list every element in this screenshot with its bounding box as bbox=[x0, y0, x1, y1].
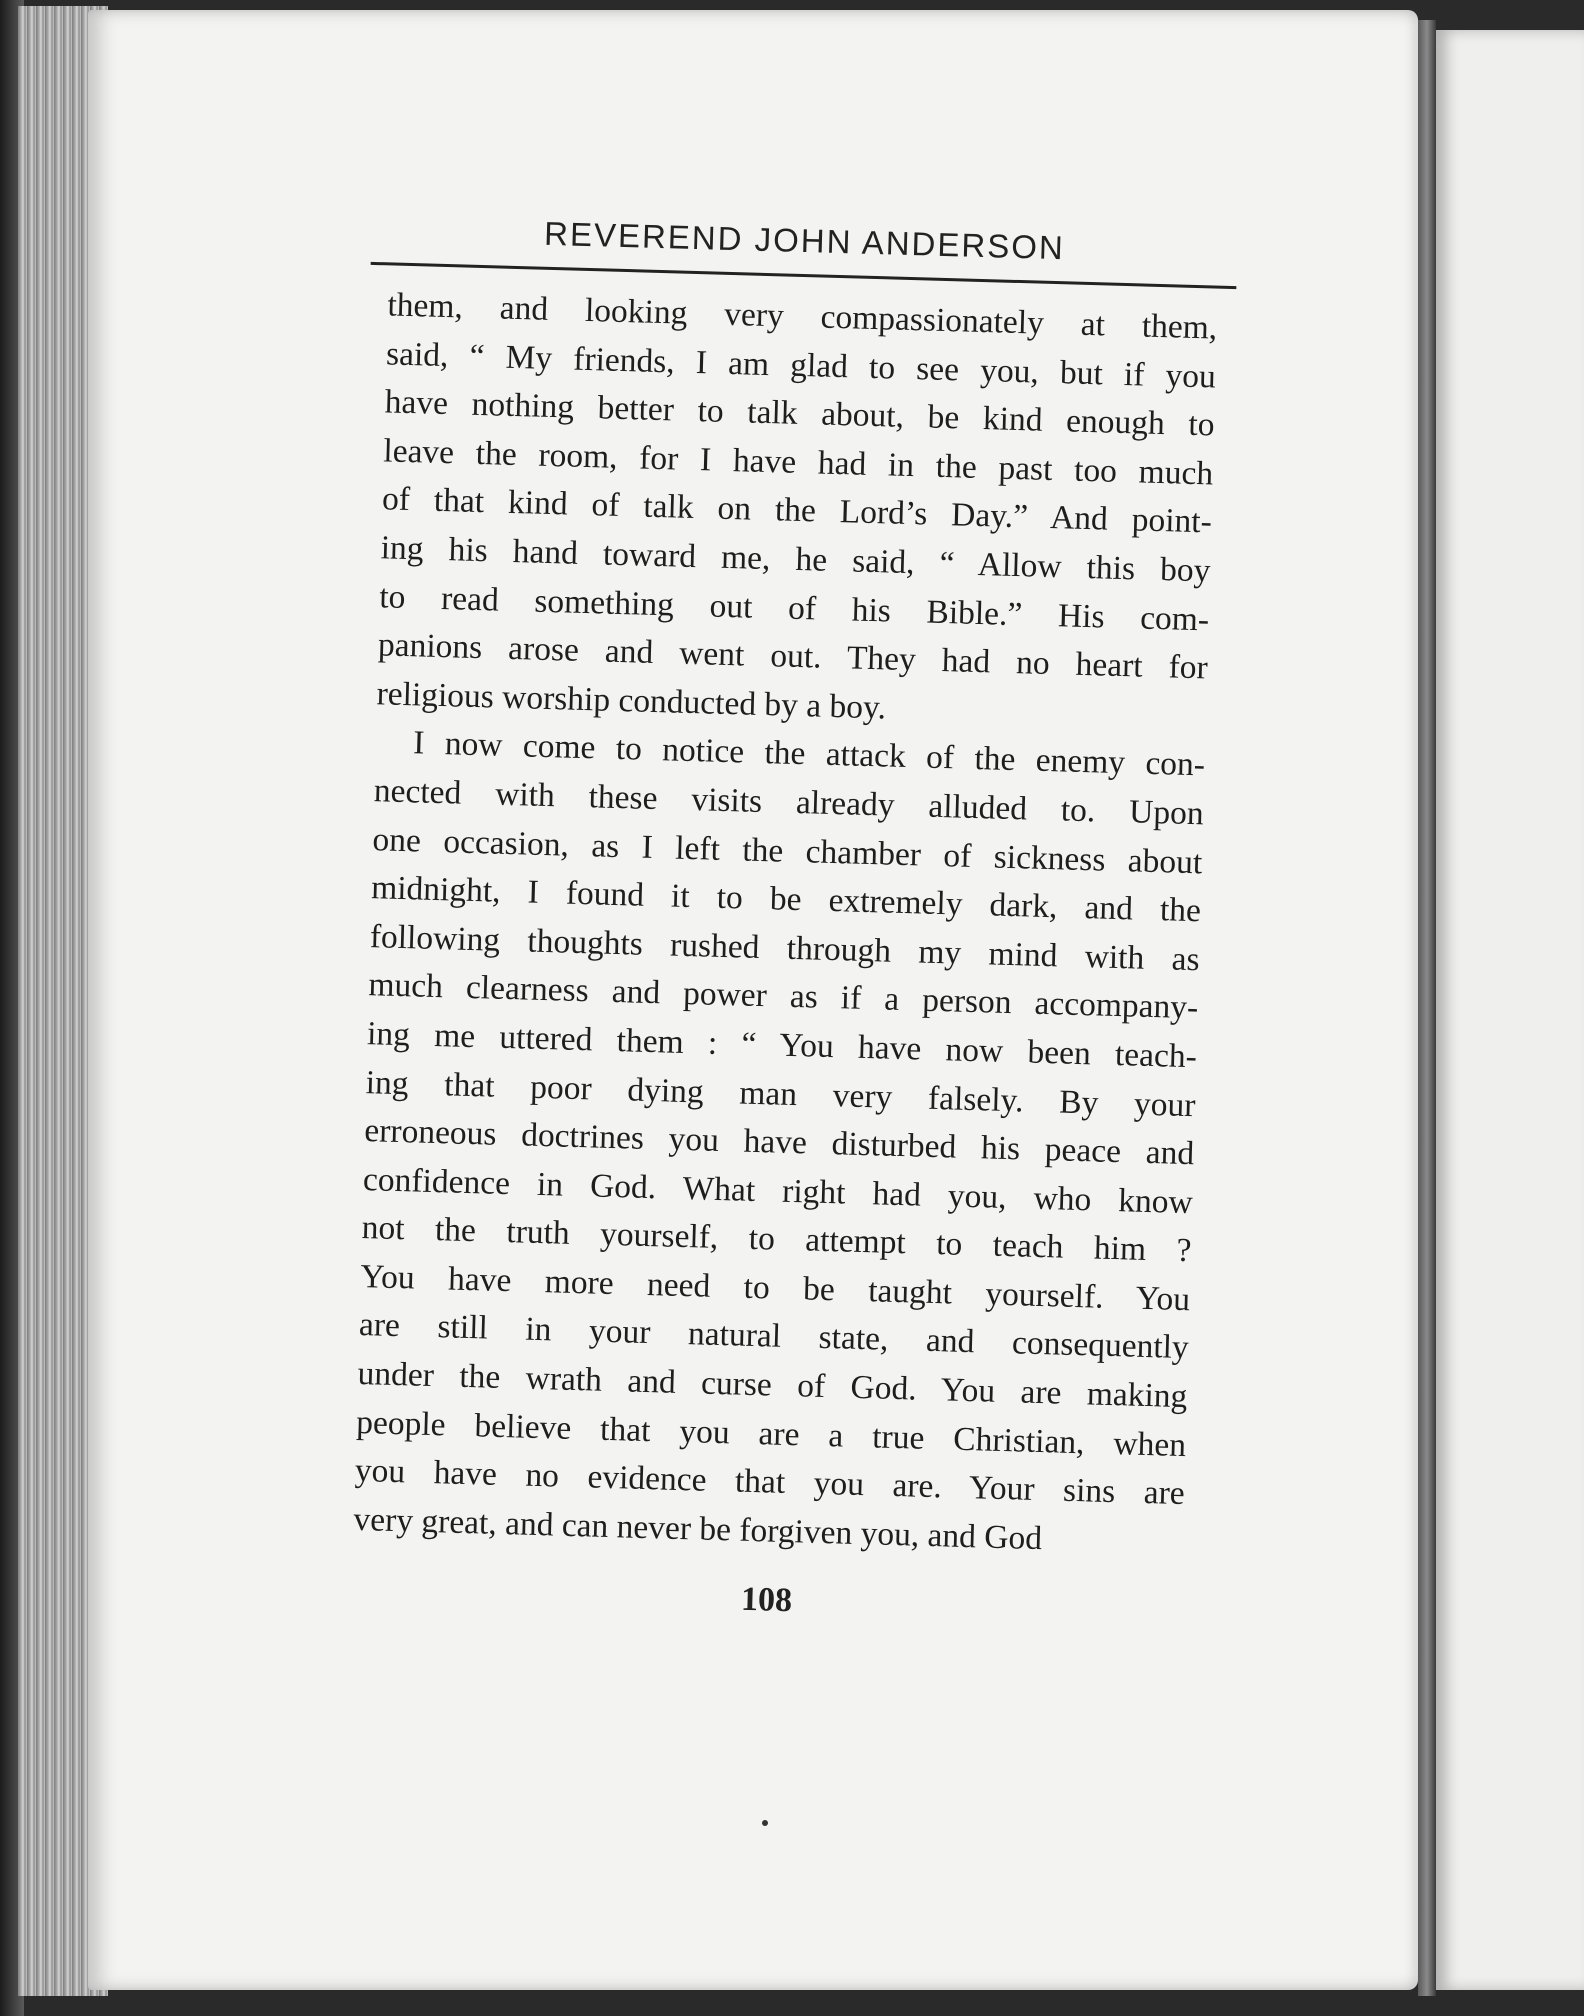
text-line: have nothing better to talk about, be kind enough to bbox=[384, 383, 1216, 444]
text-line: of that kind of talk on the Lord’s Day.” And point- bbox=[381, 480, 1213, 541]
text-line: erroneous doctrines you have disturbed his peace and bbox=[363, 1112, 1195, 1173]
text-line: midnight, I found it to be extremely dark, and the bbox=[370, 869, 1202, 930]
page-content bbox=[351, 210, 1220, 1631]
paragraph bbox=[376, 281, 1218, 741]
text-line: are still in your natural state, and consequently bbox=[358, 1306, 1190, 1367]
text-line: ing that poor dying man very falsely. By your bbox=[365, 1063, 1197, 1124]
text-line: religious worship conducted by a boy. bbox=[376, 674, 887, 727]
facing-page bbox=[1436, 30, 1584, 1990]
text-line: you have no evidence that you are. Your sins are bbox=[354, 1452, 1186, 1513]
text-line: much clearness and power as if a person accompany- bbox=[368, 966, 1199, 1027]
paragraph bbox=[353, 719, 1206, 1568]
text-line: ing me uttered them : “ You have now been teach- bbox=[366, 1015, 1198, 1076]
text-line: very great, and can never be forgiven you, and God bbox=[353, 1500, 1043, 1557]
text-line: confidence in God. What right had you, who know bbox=[362, 1160, 1194, 1221]
text-line: to read something out of his Bible.” His com- bbox=[378, 577, 1210, 638]
text-line: said, “ My friends, I am glad to see you, but if you bbox=[385, 334, 1217, 396]
text-line: ing his hand toward me, he said, “ Allow this boy bbox=[380, 529, 1211, 590]
text-line: I now come to notice the attack of the enemy con- bbox=[412, 724, 1206, 784]
running-head: REVEREND JOHN ANDERSON bbox=[543, 214, 1066, 267]
body-text bbox=[353, 281, 1218, 1567]
text-line: under the wrath and curse of God. You are making bbox=[357, 1355, 1188, 1416]
text-line: You have more need to be taught yourself. You bbox=[359, 1257, 1191, 1319]
book-gutter bbox=[1418, 20, 1436, 1996]
ink-speck bbox=[762, 1820, 768, 1826]
text-line: one occasion, as I left the chamber of sickness about bbox=[372, 820, 1203, 881]
text-line: nected with these visits already alluded to. Upon bbox=[373, 772, 1205, 833]
text-line: leave the room, for I have had in the past too much bbox=[382, 432, 1214, 493]
text-line: them, and looking very compassionately at them, bbox=[387, 286, 1218, 347]
text-line: people believe that you are a true Christian, when bbox=[355, 1403, 1187, 1464]
page-number: 108 bbox=[740, 1581, 793, 1620]
text-line: not the truth yourself, to attempt to teach him ? bbox=[361, 1209, 1192, 1270]
text-line: panions arose and went out. They had no heart for bbox=[377, 626, 1209, 687]
text-line: following thoughts rushed through my mind with as bbox=[369, 917, 1201, 979]
